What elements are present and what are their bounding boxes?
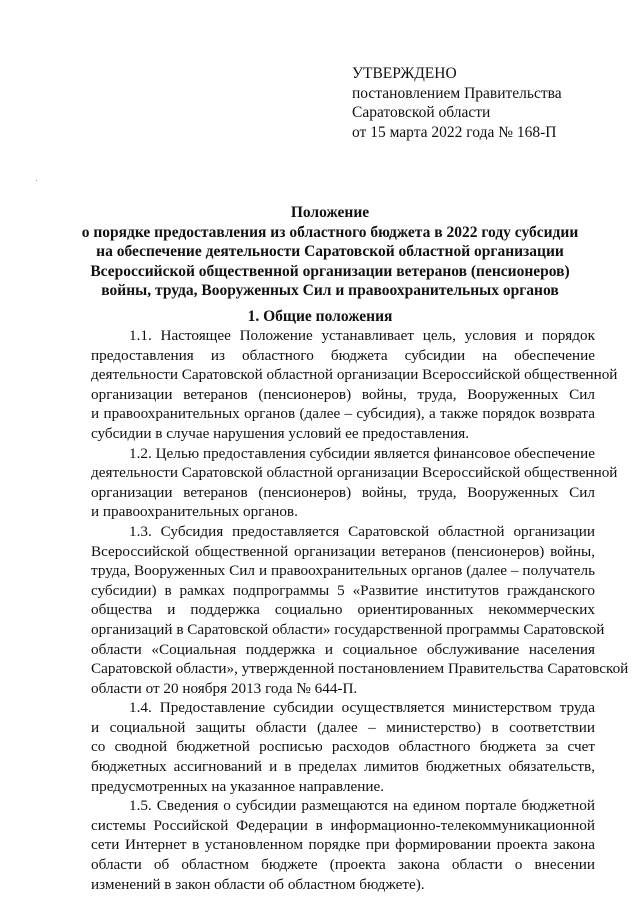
- text-line: 1.5. Сведения о субсидии размещаются на едином портале бюджетной: [129, 797, 595, 815]
- text-line: и социальной защиты области (далее – министерство) в соответствии: [91, 718, 595, 736]
- approval-stamp: [352, 64, 562, 142]
- text-line: 1.1. Настоящее Положение устанавливает цель, условия и порядок: [129, 327, 595, 344]
- paragraph-1-4: [91, 698, 595, 796]
- text-line: организации ветеранов (пенсионеров) войны, труда, Вооруженных Сил: [91, 483, 595, 501]
- text-line: 1.3. Субсидия предоставляется Саратовской областной организации: [129, 522, 595, 540]
- paragraph-1-5: [91, 796, 595, 894]
- text-line: области от 20 ноября 2013 года № 644-П.: [91, 679, 358, 697]
- title-line: войны, труда, Вооруженных Сил и правоохранительных органов: [101, 282, 559, 299]
- section-body: [91, 326, 629, 894]
- text-line: 1.4. Предоставление субсидии осуществляется министерством труда: [129, 699, 595, 717]
- approval-line: УТВЕРЖДЕНО: [352, 65, 457, 82]
- title-line: Положение: [290, 204, 370, 221]
- text-line: и правоохранительных органов.: [91, 503, 298, 521]
- approval-line: Саратовской области: [352, 104, 491, 121]
- text-line: предоставления из областного бюджета субсидии на обеспечение: [91, 346, 595, 364]
- text-line: общества и поддержка социально ориентированных некоммерческих: [91, 601, 595, 619]
- paragraph-1-1: [91, 326, 618, 444]
- text-line: организации ветеранов (пенсионеров) войны, труда, Вооруженных Сил: [91, 385, 595, 403]
- text-line: бюджетных ассигнований и в пределах лимитов бюджетных обязательств,: [91, 758, 595, 776]
- text-line: субсидии) в рамках подпрограммы 5 «Развитие институтов гражданского: [91, 581, 595, 599]
- text-line: организаций в Саратовской области» государственной программы Саратовской: [91, 620, 605, 638]
- paragraph-1-2: [91, 444, 618, 522]
- text-line: системы Российской Федерации в информационно-телекоммуникационной: [91, 816, 595, 834]
- text-line: предусмотренных на указанное направление.: [91, 777, 385, 795]
- text-line: 1.2. Целью предоставления субсидии является финансовое обеспечение: [129, 444, 595, 462]
- text-line: труда, Вооруженных Сил и правоохранительных органов (далее – получатель: [91, 562, 595, 580]
- text-line: сети Интернет в установленном порядке при формировании проекта закона: [91, 836, 595, 854]
- text-line: области «Социальная поддержка и социальное обслуживание населения: [91, 640, 595, 658]
- text-line: и правоохранительных органов (далее – субсидия), а также порядок возврата: [91, 405, 595, 423]
- title-line: Всероссийской общественной организации ветеранов (пенсионеров): [90, 262, 570, 280]
- text-line: Саратовской области», утвержденной постановлением Правительства Саратовской: [91, 660, 629, 678]
- text-line: деятельности Саратовской областной организации Всероссийской общественной: [91, 464, 618, 482]
- text-line: деятельности Саратовской областной организации Всероссийской общественной: [91, 366, 618, 384]
- paragraph-1-3: [91, 522, 629, 698]
- title-line: о порядке предоставления из областного бюджета в 2022 году субсидии: [81, 223, 579, 241]
- text-line: Всероссийской общественной организации ветеранов (пенсионеров) войны,: [91, 542, 595, 560]
- approval-line: от 15 марта 2022 года № 168-П: [352, 123, 557, 141]
- text-line: изменений в закон области об областном бюджете).: [91, 875, 425, 893]
- section-heading: 1. Общие положения: [247, 308, 393, 325]
- text-line: со сводной бюджетной росписью расходов областного бюджета за счет: [91, 738, 595, 756]
- text-line: области об областном бюджете (проекта закона области о внесении: [91, 856, 595, 874]
- scan-speck: [36, 180, 37, 181]
- title-line: на обеспечение деятельности Саратовской областной организации: [96, 243, 564, 260]
- text-line: субсидии в случае нарушения условий ее предоставления.: [91, 424, 470, 442]
- approval-line: постановлением Правительства: [352, 84, 562, 102]
- document-title: [80, 203, 580, 301]
